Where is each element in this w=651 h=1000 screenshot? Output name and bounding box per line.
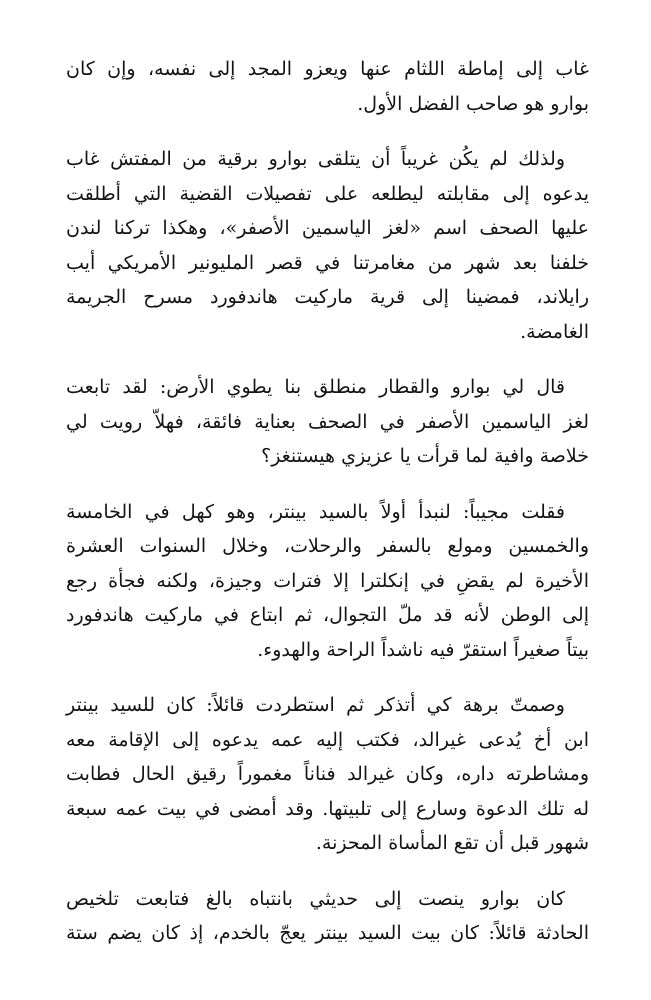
text-line: الغامضة. xyxy=(520,320,589,343)
text-line: قال لي بوارو والقطار منطلق بنا يطوي الأرض: لقد تابعت xyxy=(66,376,565,398)
paragraph-1 xyxy=(66,52,589,121)
text-line: له تلك الدعوة وسارع إلى تلبيتها. وقد أمضى في بيت عمه سبعة xyxy=(66,797,589,820)
text-line: لغز الياسمين الأصفر في الصحف بعناية فائقة، فهلاّ رويت لي xyxy=(66,410,589,433)
text-line: غاب إلى إماطة اللثام عنها ويعزو المجد إلى نفسه، وإن كان xyxy=(66,58,589,80)
text-line: كان بوارو ينصت إلى حديثي بانتباه بالغ فتابعت تلخيص xyxy=(66,887,565,910)
text-line: بوارو هو صاحب الفضل الأول. xyxy=(357,92,589,115)
paragraph-2 xyxy=(66,142,589,349)
paragraph-6 xyxy=(66,882,589,951)
text-line: خلفنا بعد شهر من مغامرتنا في قصر المليونير الأمريكي أيب xyxy=(66,251,589,274)
text-line: بيتاً صغيراً استقرّ فيه ناشداً الراحة والهدوء. xyxy=(257,638,589,661)
text-line: الأخيرة لم يقضِ في إنكلترا إلا فترات وجيزة، ولكنه فجأة رجع xyxy=(66,569,589,592)
text-line: شهور قبل أن تقع المأساة المحزنة. xyxy=(315,832,589,854)
paragraph-5 xyxy=(66,688,589,861)
text-line: الحادثة قائلاً: كان بيت السيد بينتر يعجّ بالخدم، إذ كان يضم ستة xyxy=(66,922,589,944)
paragraph-3 xyxy=(66,370,589,474)
text-line: وصمتّ برهة كي أتذكر ثم استطردت قائلاً: كان للسيد بينتر xyxy=(66,694,565,716)
text-line: فقلت مجيباً: لنبدأ أولاً بالسيد بينتر، وهو كهل في الخامسة xyxy=(66,500,565,523)
text-line: إلى الوطن لأنه قد ملّ التجوال، ثم ابتاع في ماركيت هاندفورد xyxy=(66,604,589,626)
document-page xyxy=(66,52,589,972)
text-line: عليها الصحف اسم «لغز الياسمين الأصفر»، وهكذا تركنا لندن xyxy=(66,217,589,239)
text-line: رايلاند، فمضينا إلى قرية ماركيت هاندفورد مسرح الجريمة xyxy=(66,286,589,308)
text-line: ولذلك لم يكُن غريباً أن يتلقى بوارو برقية من المفتش غاب xyxy=(66,148,565,170)
text-line: خلاصة وافية لما قرأت يا عزيزي هيستنغز؟ xyxy=(261,445,589,467)
text-line: ومشاطرته داره، وكان غيرالد فناناً مغموراً رقيق الحال فطابت xyxy=(66,763,589,785)
text-line: والخمسين ومولع بالسفر والرحلات، وخلال السنوات العشرة xyxy=(66,535,589,557)
text-line: يدعوه إلى مقابلته ليطلعه على تفصيلات القضية التي أطلقت xyxy=(66,182,589,205)
paragraph-4 xyxy=(66,495,589,668)
text-line: ابن أخ يُدعى غيرالد، فكتب إليه عمه يدعوه إلى الإقامة معه xyxy=(66,728,589,751)
